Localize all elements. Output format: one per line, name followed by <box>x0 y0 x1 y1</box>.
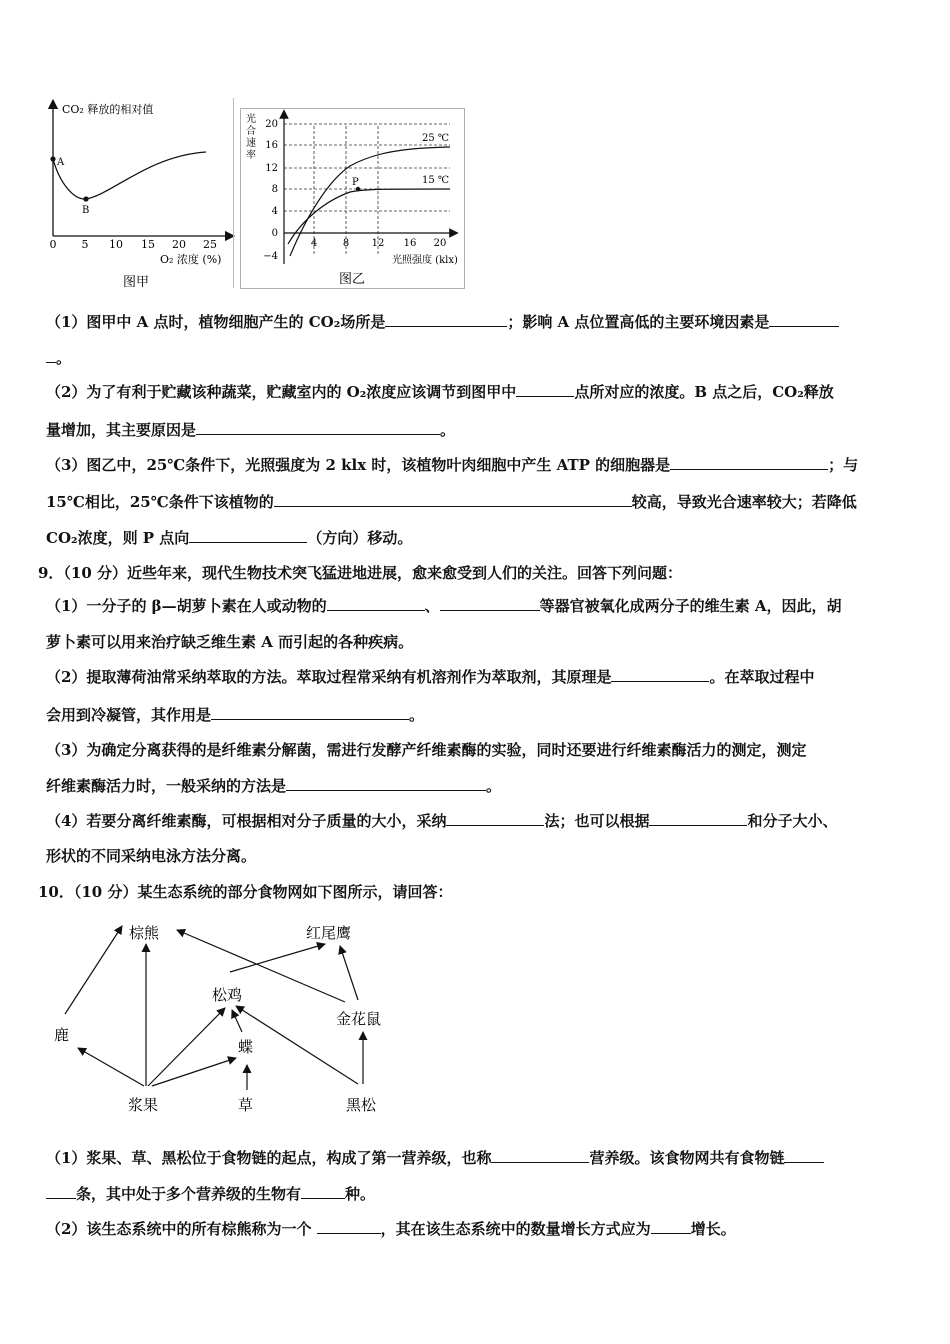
q9-part2-line1 <box>46 667 906 687</box>
q8-part3-line2 <box>46 492 906 512</box>
node-brown-bear: 棕熊 <box>129 924 160 942</box>
q9-part3-line2 <box>46 776 906 796</box>
node-butterfly: 蝶 <box>238 1038 254 1056</box>
y-tick: 0 <box>271 228 278 239</box>
answer-blank[interactable] <box>446 811 544 826</box>
q8-s1-text: ；影响 A 点位置高低的主要环境因素是 <box>507 313 770 331</box>
point-a <box>50 156 55 161</box>
x-tick: 12 <box>371 238 385 249</box>
q10-part2-line1 <box>46 1219 906 1239</box>
figure-divider <box>233 98 234 288</box>
answer-blank[interactable] <box>611 667 709 682</box>
node-grass: 草 <box>238 1096 254 1114</box>
answer-blank[interactable] <box>784 1148 824 1163</box>
y-axis-label: CO₂ 释放的相对值 <box>62 103 154 116</box>
q8-s2-text: （2）为了有利于贮藏该种蔬菜，贮藏室内的 O₂浓度应该调节到图甲中 <box>46 383 517 401</box>
q10-s1-text: 种。 <box>345 1185 376 1203</box>
q9-s2-text: 会用到冷凝管，其作用是 <box>46 706 212 724</box>
x-tick-labels <box>50 238 218 251</box>
x-tick: 20 <box>172 238 186 251</box>
arrow-grouse-to-hawk <box>230 944 325 972</box>
y-tick: −4 <box>263 251 278 262</box>
q9-part3-line1 <box>46 740 906 760</box>
q9-s2-text: （2）提取薄荷油常采纳萃取的方法。萃取过程常采纳有机溶剂作为萃取剂，其原理是 <box>46 668 612 686</box>
q8-s3-text: （方向）移动。 <box>307 529 413 547</box>
q10-stem <box>38 882 898 902</box>
q8-s3-text: CO₂浓度，则 P 点向 <box>46 529 190 547</box>
node-black-pine: 黑松 <box>346 1096 377 1114</box>
y-tick-labels <box>263 119 278 262</box>
y-label-char: 速 <box>246 138 256 149</box>
q9-part1-line2 <box>46 632 906 652</box>
x-tick: 0 <box>49 238 57 251</box>
q9-s4-text: 和分子大小、 <box>747 812 838 830</box>
x-tick: 16 <box>403 238 417 249</box>
arrow-deer-to-bear <box>65 926 122 1014</box>
point-p-label: P <box>352 177 359 188</box>
q8-s2-text: 点所对应的浓度。B 点之后，CO₂释放 <box>574 383 834 401</box>
y-tick: 12 <box>265 163 278 174</box>
q8-s1-text: （1）图甲中 A 点时，植物细胞产生的 CO₂场所是 <box>46 313 386 331</box>
q8-s3-text: ；与 <box>828 456 859 474</box>
curve-25c-label: 25 ℃ <box>422 133 450 144</box>
x-tick-labels <box>311 238 447 249</box>
q9-part2-line2 <box>46 705 906 725</box>
x-tick: 4 <box>310 238 318 249</box>
arrow-berry-to-butterfly <box>152 1058 236 1086</box>
x-tick: 8 <box>342 238 350 249</box>
q9-s2-text: 。 <box>409 706 425 724</box>
co2-curve <box>53 152 206 199</box>
answer-blank[interactable] <box>301 1184 345 1199</box>
node-red-tailed-hawk: 红尾鹰 <box>306 924 352 942</box>
answer-blank[interactable] <box>274 492 632 507</box>
x-tick: 20 <box>433 238 447 249</box>
q9-part4-line2 <box>46 846 906 866</box>
answer-blank[interactable] <box>651 1219 691 1234</box>
q9-s1-text: 等器官被氧化成两分子的维生素 A，因此，胡 <box>539 597 842 615</box>
answer-blank[interactable] <box>286 776 486 791</box>
y-tick: 4 <box>271 206 278 217</box>
q9-s2-text: 。在萃取过程中 <box>709 668 815 686</box>
node-deer: 鹿 <box>54 1026 70 1044</box>
y-tick: 20 <box>265 119 278 130</box>
q9-stem-text: 9．（10 分）近些年来，现代生物技术突飞猛进地进展，愈来愈受到人们的关注。回答下列问题： <box>38 564 683 582</box>
q8-s1-text: 。 <box>56 349 72 367</box>
answer-blank[interactable] <box>189 528 307 543</box>
q8-s3-text: 15℃相比，25℃条件下该植物的 <box>46 493 274 511</box>
answer-blank[interactable] <box>649 811 747 826</box>
x-tick: 15 <box>141 238 155 251</box>
x-tick: 25 <box>203 238 217 251</box>
y-label-char: 合 <box>246 126 256 137</box>
q9-s1-text: 、 <box>424 597 440 615</box>
figure-caption: 图甲 <box>122 275 150 290</box>
q10-part1-line2 <box>46 1184 906 1204</box>
node-berry: 浆果 <box>128 1096 159 1114</box>
q10-s2-text: （2）该生态系统中的所有棕熊称为一个 <box>46 1220 317 1238</box>
q10-s1-text: 营养级。该食物网共有食物链 <box>589 1149 785 1167</box>
answer-blank[interactable] <box>516 382 574 397</box>
y-tick: 8 <box>271 184 278 195</box>
q9-s4-text: 形状的不同采纳电泳方法分离。 <box>46 847 257 865</box>
q9-s4-text: 法；也可以根据 <box>544 812 650 830</box>
q8-s2-text: 。 <box>440 421 456 439</box>
figure-jia <box>38 96 238 294</box>
q8-s3-text: （3）图乙中，25℃条件下，光照强度为 2 klx 时，该植物叶肉细胞中产生 ATP 的细胞器是 <box>46 456 671 474</box>
answer-blank[interactable] <box>317 1219 381 1234</box>
q9-s3-text: 纤维素酶活力时，一般采纳的方法是 <box>46 777 287 795</box>
q10-part1-line1 <box>46 1148 906 1168</box>
q10-s2-text: ，其在该生态系统中的数量增长方式应为 <box>380 1220 651 1238</box>
q8-part2-line2 <box>46 420 906 440</box>
y-label-char: 光 <box>246 114 256 125</box>
q9-stem <box>38 563 898 583</box>
q8-part1-line1 <box>46 312 906 332</box>
x-axis-label: O₂ 浓度 (%) <box>160 253 222 266</box>
x-axis-label: 光照强度 (klx) <box>392 255 458 266</box>
q9-s3-text: （3）为确定分离获得的是纤维素分解菌，需进行发酵产纤维素酶的实验，同时还要进行纤维素酶活力的测定，测定 <box>46 741 807 759</box>
figure-caption: 图乙 <box>338 272 366 287</box>
point-a-label: A <box>57 157 65 168</box>
q10-stem-text: 10．（10 分）某生态系统的部分食物网如下图所示，请回答： <box>38 883 453 901</box>
q10-s1-text: （1）浆果、草、黑松位于食物链的起点，构成了第一营养级，也称 <box>46 1149 492 1167</box>
answer-blank[interactable] <box>769 312 839 327</box>
q9-s4-text: （4）若要分离纤维素酶，可根据相对分子质量的大小，采纳 <box>46 812 447 830</box>
q9-s1-text: （1）一分子的 β—胡萝卜素在人或动物的 <box>46 597 327 615</box>
q9-part1-line1 <box>46 596 906 616</box>
answer-blank[interactable] <box>670 455 828 470</box>
y-label-char: 率 <box>246 150 256 161</box>
q10-s1-text: 条，其中处于多个营养级的生物有 <box>76 1185 302 1203</box>
answer-blank[interactable] <box>196 420 440 435</box>
y-tick: 16 <box>265 140 278 151</box>
q10-s2-text: 增长。 <box>690 1220 736 1238</box>
arrow-berry-to-deer <box>78 1048 144 1086</box>
node-grouse: 松鸡 <box>212 986 243 1004</box>
y-axis-label <box>246 112 256 161</box>
point-b <box>83 196 88 201</box>
figure-yi <box>240 108 470 294</box>
q8-s3-text: 较高，导致光合速率较大；若降低 <box>631 493 857 511</box>
answer-blank[interactable] <box>440 596 540 611</box>
q9-s1-text: 萝卜素可以用来治疗缺乏维生素 A 而引起的各种疾病。 <box>46 633 414 651</box>
food-web-diagram <box>40 912 400 1122</box>
answer-blank[interactable] <box>385 312 507 327</box>
q8-part1-line2 <box>46 348 906 368</box>
arrow-chipmunk-to-hawk <box>340 946 358 1000</box>
x-tick: 5 <box>81 238 89 251</box>
curve-15c <box>288 189 450 244</box>
answer-blank[interactable] <box>46 1184 76 1199</box>
node-chipmunk: 金花鼠 <box>336 1010 382 1028</box>
arrow-butterfly-to-grouse <box>232 1010 242 1032</box>
curve-15c-label: 15 ℃ <box>422 175 450 186</box>
q8-part3-line3 <box>46 528 906 548</box>
answer-blank[interactable] <box>211 705 409 720</box>
q9-s3-text: 。 <box>486 777 502 795</box>
answer-blank[interactable] <box>491 1148 589 1163</box>
q8-part2-line1 <box>46 382 906 402</box>
q8-part3-line1 <box>46 455 906 475</box>
answer-blank[interactable] <box>327 596 425 611</box>
q9-part4-line1 <box>46 811 906 831</box>
q8-s2-text: 量增加，其主要原因是 <box>46 421 197 439</box>
point-b-label: B <box>82 205 90 216</box>
x-tick: 10 <box>109 238 123 251</box>
answer-blank[interactable] <box>46 348 56 363</box>
